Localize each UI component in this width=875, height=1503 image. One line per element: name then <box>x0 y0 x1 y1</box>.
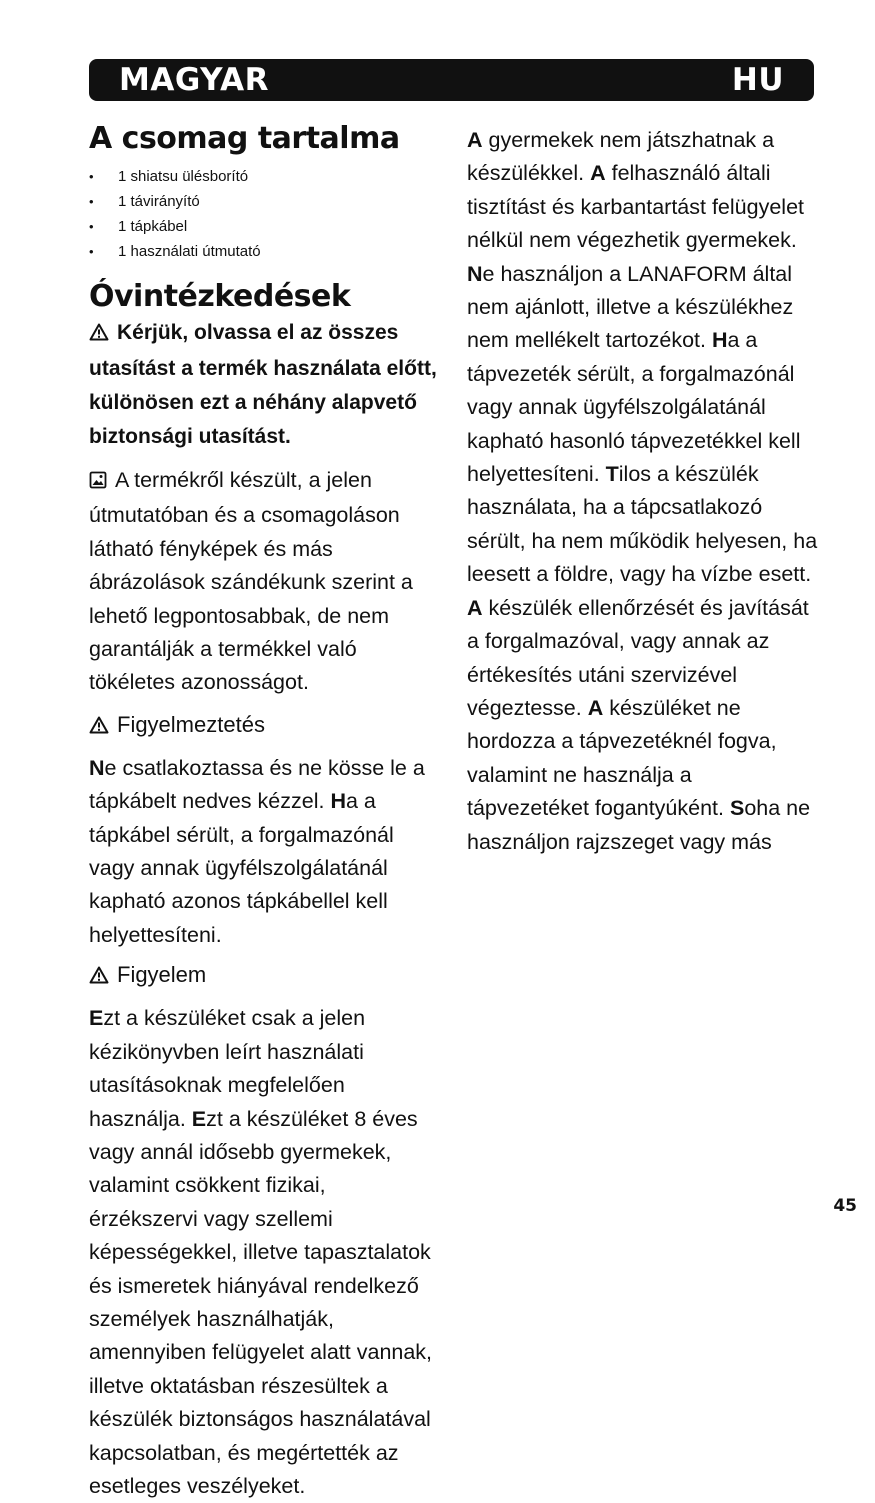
list-item: • 1 használati útmutató <box>89 243 261 260</box>
caution-heading: Figyelem <box>89 958 439 994</box>
warning-triangle-icon <box>89 710 109 744</box>
photo-disclaimer: A termékről készült, a jelen útmutatóban és a csomagoláson látható fényképek és más ábrázolások szándékunk szerint a lehető legpontosabbak, de nem garantálják a termékkel való tökéletes azonosságot. <box>89 468 413 695</box>
warning-text: Ne csatlakoztassa és ne kösse le a tápkábelt nedves kézzel. Ha a tápkábel sérült, a forgalmazónál vagy annak ügyfélszolgálatánál kapható azonos tápkábellel kell helyettesíteni. <box>89 755 425 947</box>
image-icon <box>89 466 107 499</box>
right-column <box>467 124 819 1190</box>
precautions-intro: Kérjük, olvassa el az összes utasítást a termék használata előtt, különösen ezt a néhány alapvető biztonsági utasítást. <box>89 316 439 454</box>
list-item: • 1 shiatsu ülésborító <box>89 168 249 185</box>
left-column <box>89 120 439 1498</box>
precautions-title: Óvintézkedések <box>89 279 351 314</box>
warning-triangle-icon <box>89 960 109 994</box>
language-name: MAGYAR <box>119 62 269 98</box>
warning-heading: Figyelmeztetés <box>89 708 439 744</box>
warning-triangle-icon <box>89 318 109 352</box>
contents-title: A csomag tartalma <box>89 121 400 156</box>
language-code: HU <box>731 62 784 98</box>
list-item: • 1 távirányító <box>89 193 200 210</box>
page-number: 45 <box>833 1196 857 1216</box>
list-item: • 1 tápkábel <box>89 218 188 235</box>
caution-text-part-1: Ezt a készüléket csak a jelen kézikönyvben leírt használati utasításoknak megfelelően használja. Ezt a készüléket 8 éves vagy annál idősebb gyermekek, valamint csökkent fizikai, érzékszervi vagy szellemi képességekkel, illetve tapasztalatok és ismeretek hiányával rendelkező személyek használhatják, amennyiben felügyelet alatt vannak, illetve oktatásban részesültek a készülék biztonságos használatával kapcsolatban, és megértették az esetleges veszélyeket. <box>89 1006 433 1498</box>
contents-list <box>89 164 439 264</box>
caution-text-continued: A gyermekek nem játszhatnak a készülékkel. A felhasználó általi tisztítást és karbantartást felügyelet nélkül nem végezhetik gyermekek. Ne használjon a LANAFORM által nem ajánlott, illetve a készülékhez nem mellékelt tartozékot. Ha a tápvezeték sérült, a forgalmazónál vagy annak ügyfélszolgálatánál kapható hasonló tápvezetékkel kell helyettesíteni. Tilos a készülék használata, ha a tápcsatlakozó sérült, ha nem működik helyesen, ha leesett a földre, vagy ha vízbe esett. A készülék ellenőrzését és javítását a forgalmazóval, vagy annak az értékesítés utáni szervizével végeztesse. A készüléket ne hordozza a tápvezetéknél fogva, valamint ne használja a tápvezetéket fogantyúként. Soha ne használjon rajzszeget vagy más <box>467 128 818 854</box>
